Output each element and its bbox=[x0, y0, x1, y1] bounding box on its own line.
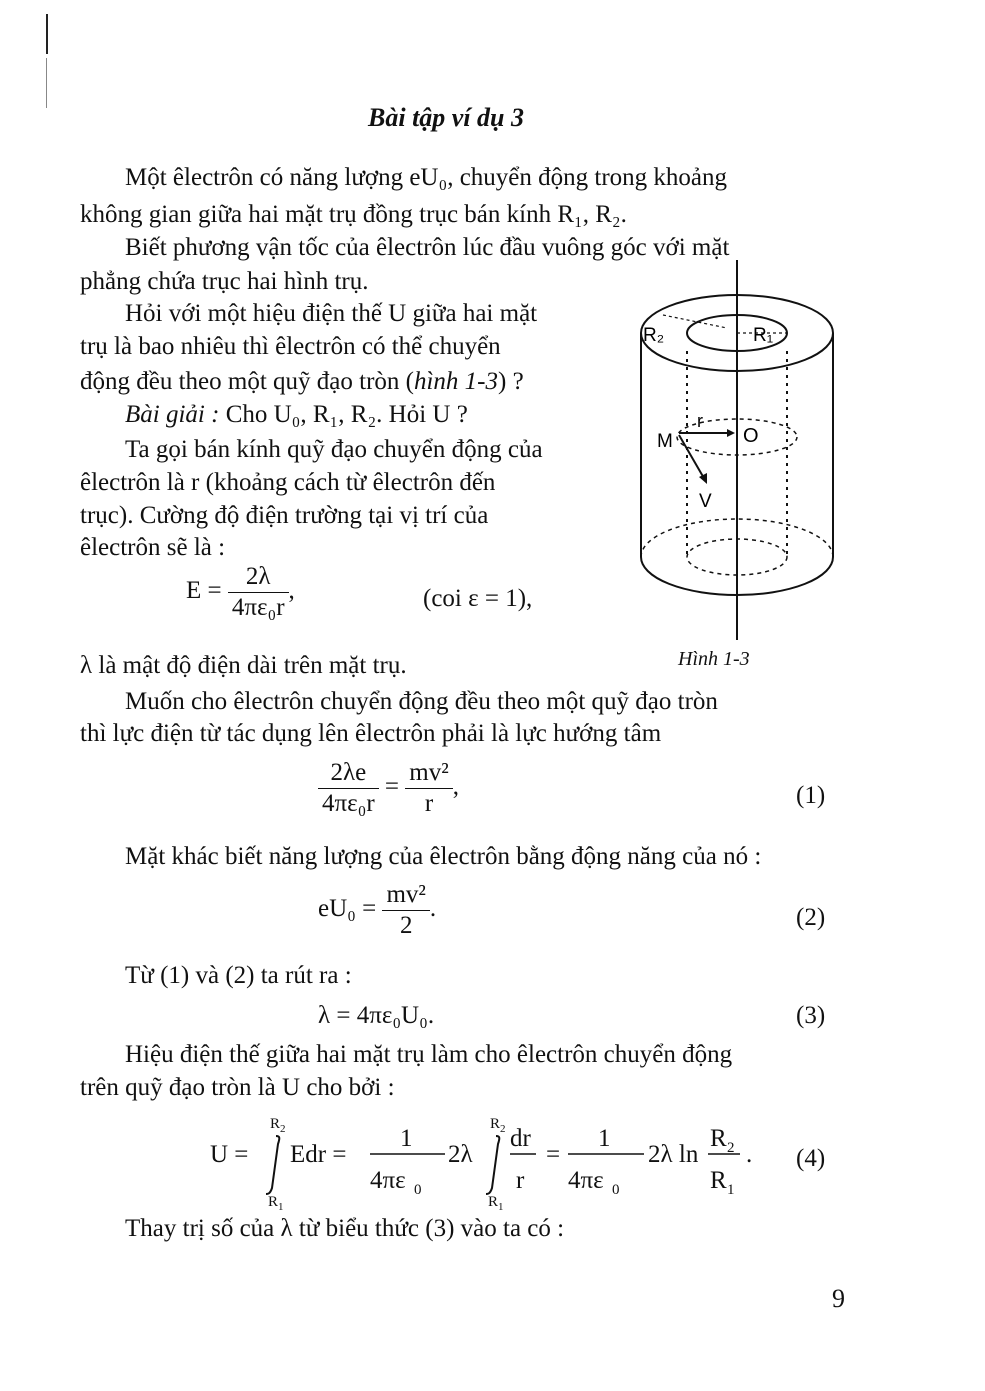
para4-line2: êlectrôn là r (khoảng cách từ êlectrôn đến bbox=[80, 469, 496, 496]
para1-line1: Một êlectrôn có năng lượng eU₀, chuyển động trong khoảng bbox=[125, 164, 728, 191]
para4-line3: trục). Cường độ điện trường tại vị trí của bbox=[80, 502, 489, 529]
svg-text:2λ: 2λ bbox=[448, 1141, 473, 1168]
label-M: M bbox=[657, 431, 673, 452]
equation-4-number: (4) bbox=[796, 1145, 826, 1172]
equation-4 bbox=[210, 1110, 790, 1210]
velocity-arrow bbox=[679, 435, 705, 480]
svg-text:2: 2 bbox=[500, 1123, 506, 1135]
equation-2: eU₀ = $\frac{\text{mv²}}{2}$ . bbox=[318, 881, 437, 939]
svg-text:Edr =: Edr = bbox=[290, 1141, 347, 1168]
para2-line1: Biết phương vận tốc của êlectrôn lúc đầu vuông góc với mặt bbox=[125, 234, 730, 261]
label-r: r bbox=[697, 411, 703, 431]
solution-line: Bài giải : Cho U₀, R₁, R₂. Hỏi U ? bbox=[125, 401, 468, 428]
svg-text:0: 0 bbox=[612, 1182, 620, 1198]
para9: Thay trị số của λ từ biểu thức (3) vào ta có : bbox=[125, 1215, 565, 1242]
svg-text:R: R bbox=[270, 1116, 281, 1132]
svg-text:U =: U = bbox=[210, 1141, 249, 1168]
label-R2: R₂ bbox=[643, 325, 665, 346]
label-O: O bbox=[743, 425, 759, 447]
page-title: Bài tập ví dụ 3 bbox=[368, 103, 525, 132]
svg-text:1: 1 bbox=[278, 1201, 284, 1210]
margin-mark-faint bbox=[46, 58, 47, 108]
svg-text:.: . bbox=[746, 1141, 753, 1168]
para2-line2: phẳng chứa trục hai hình trụ. bbox=[80, 268, 369, 295]
margin-mark bbox=[46, 14, 48, 54]
lambda-definition: λ là mật độ điện dài trên mặt trụ. bbox=[80, 652, 407, 679]
equation-1-number: (1) bbox=[796, 782, 826, 809]
para1-line2: không gian giữa hai mặt trụ đồng trục bán kính R₁, R₂. bbox=[80, 201, 627, 228]
svg-text:R: R bbox=[268, 1194, 279, 1210]
svg-text:R: R bbox=[488, 1194, 499, 1210]
equation-2-number: (2) bbox=[796, 904, 826, 931]
svg-text:R: R bbox=[710, 1125, 727, 1152]
svg-text:2: 2 bbox=[280, 1123, 286, 1135]
svg-text:1: 1 bbox=[727, 1182, 735, 1198]
equation-3: λ = 4πε₀U₀. bbox=[318, 1002, 435, 1029]
label-R1: R₁ bbox=[753, 325, 774, 346]
para5-line2: thì lực điện từ tác dụng lên êlectrôn phải là lực hướng tâm bbox=[80, 720, 662, 747]
para4-line4: êlectrôn sẽ là : bbox=[80, 534, 226, 561]
svg-text:=: = bbox=[546, 1141, 561, 1168]
para7: Từ (1) và (2) ta rút ra : bbox=[125, 962, 352, 989]
para6: Mặt khác biết năng lượng của êlectrôn bằng động năng của nó : bbox=[125, 843, 762, 870]
figure-caption: Hình 1-3 bbox=[678, 648, 750, 670]
para3-line3: động đều theo một quỹ đạo tròn (hình 1-3) ? bbox=[80, 368, 524, 395]
svg-text:R: R bbox=[710, 1167, 727, 1194]
svg-text:R: R bbox=[490, 1116, 501, 1132]
svg-text:2: 2 bbox=[727, 1140, 735, 1156]
svg-text:0: 0 bbox=[414, 1182, 422, 1198]
equation-E-note: (coi ε = 1), bbox=[423, 585, 533, 612]
svg-text:1: 1 bbox=[598, 1125, 611, 1152]
para3-line1: Hỏi với một hiệu điện thế U giữa hai mặt bbox=[125, 300, 538, 327]
equation-E: E = $\frac{2\lambda}{\text{4πε₀r}}$ , bbox=[186, 563, 295, 621]
solution-label: Bài giải : bbox=[125, 401, 220, 428]
figure-reference: hình 1-3 bbox=[413, 368, 499, 395]
equation-3-number: (3) bbox=[796, 1002, 826, 1029]
svg-text:4πε: 4πε bbox=[568, 1167, 604, 1194]
svg-text:1: 1 bbox=[498, 1201, 504, 1210]
para3-line2: trụ là bao nhiêu thì êlectrôn có thể chuyển bbox=[80, 333, 501, 360]
label-v: V bbox=[699, 491, 712, 512]
page-number: 9 bbox=[832, 1284, 845, 1313]
para8-line2: trên quỹ đạo tròn là U cho bởi : bbox=[80, 1074, 395, 1101]
figure-cylinders bbox=[635, 255, 845, 645]
svg-text:dr: dr bbox=[510, 1125, 531, 1152]
svg-text:4πε: 4πε bbox=[370, 1167, 406, 1194]
svg-text:2λ ln: 2λ ln bbox=[648, 1141, 699, 1168]
para4-line1: Ta gọi bán kính quỹ đạo chuyển động của bbox=[125, 436, 543, 463]
para5-line1: Muốn cho êlectrôn chuyển động đều theo một quỹ đạo tròn bbox=[125, 688, 718, 715]
svg-text:1: 1 bbox=[400, 1125, 413, 1152]
svg-text:r: r bbox=[516, 1167, 525, 1194]
equation-1: $\frac{2\lambda e}{\text{4πε₀r}}$ = $\frac{\text{mv²}}{r}$ , bbox=[318, 758, 459, 819]
para8-line1: Hiệu điện thế giữa hai mặt trụ làm cho êlectrôn chuyển động bbox=[125, 1041, 733, 1068]
